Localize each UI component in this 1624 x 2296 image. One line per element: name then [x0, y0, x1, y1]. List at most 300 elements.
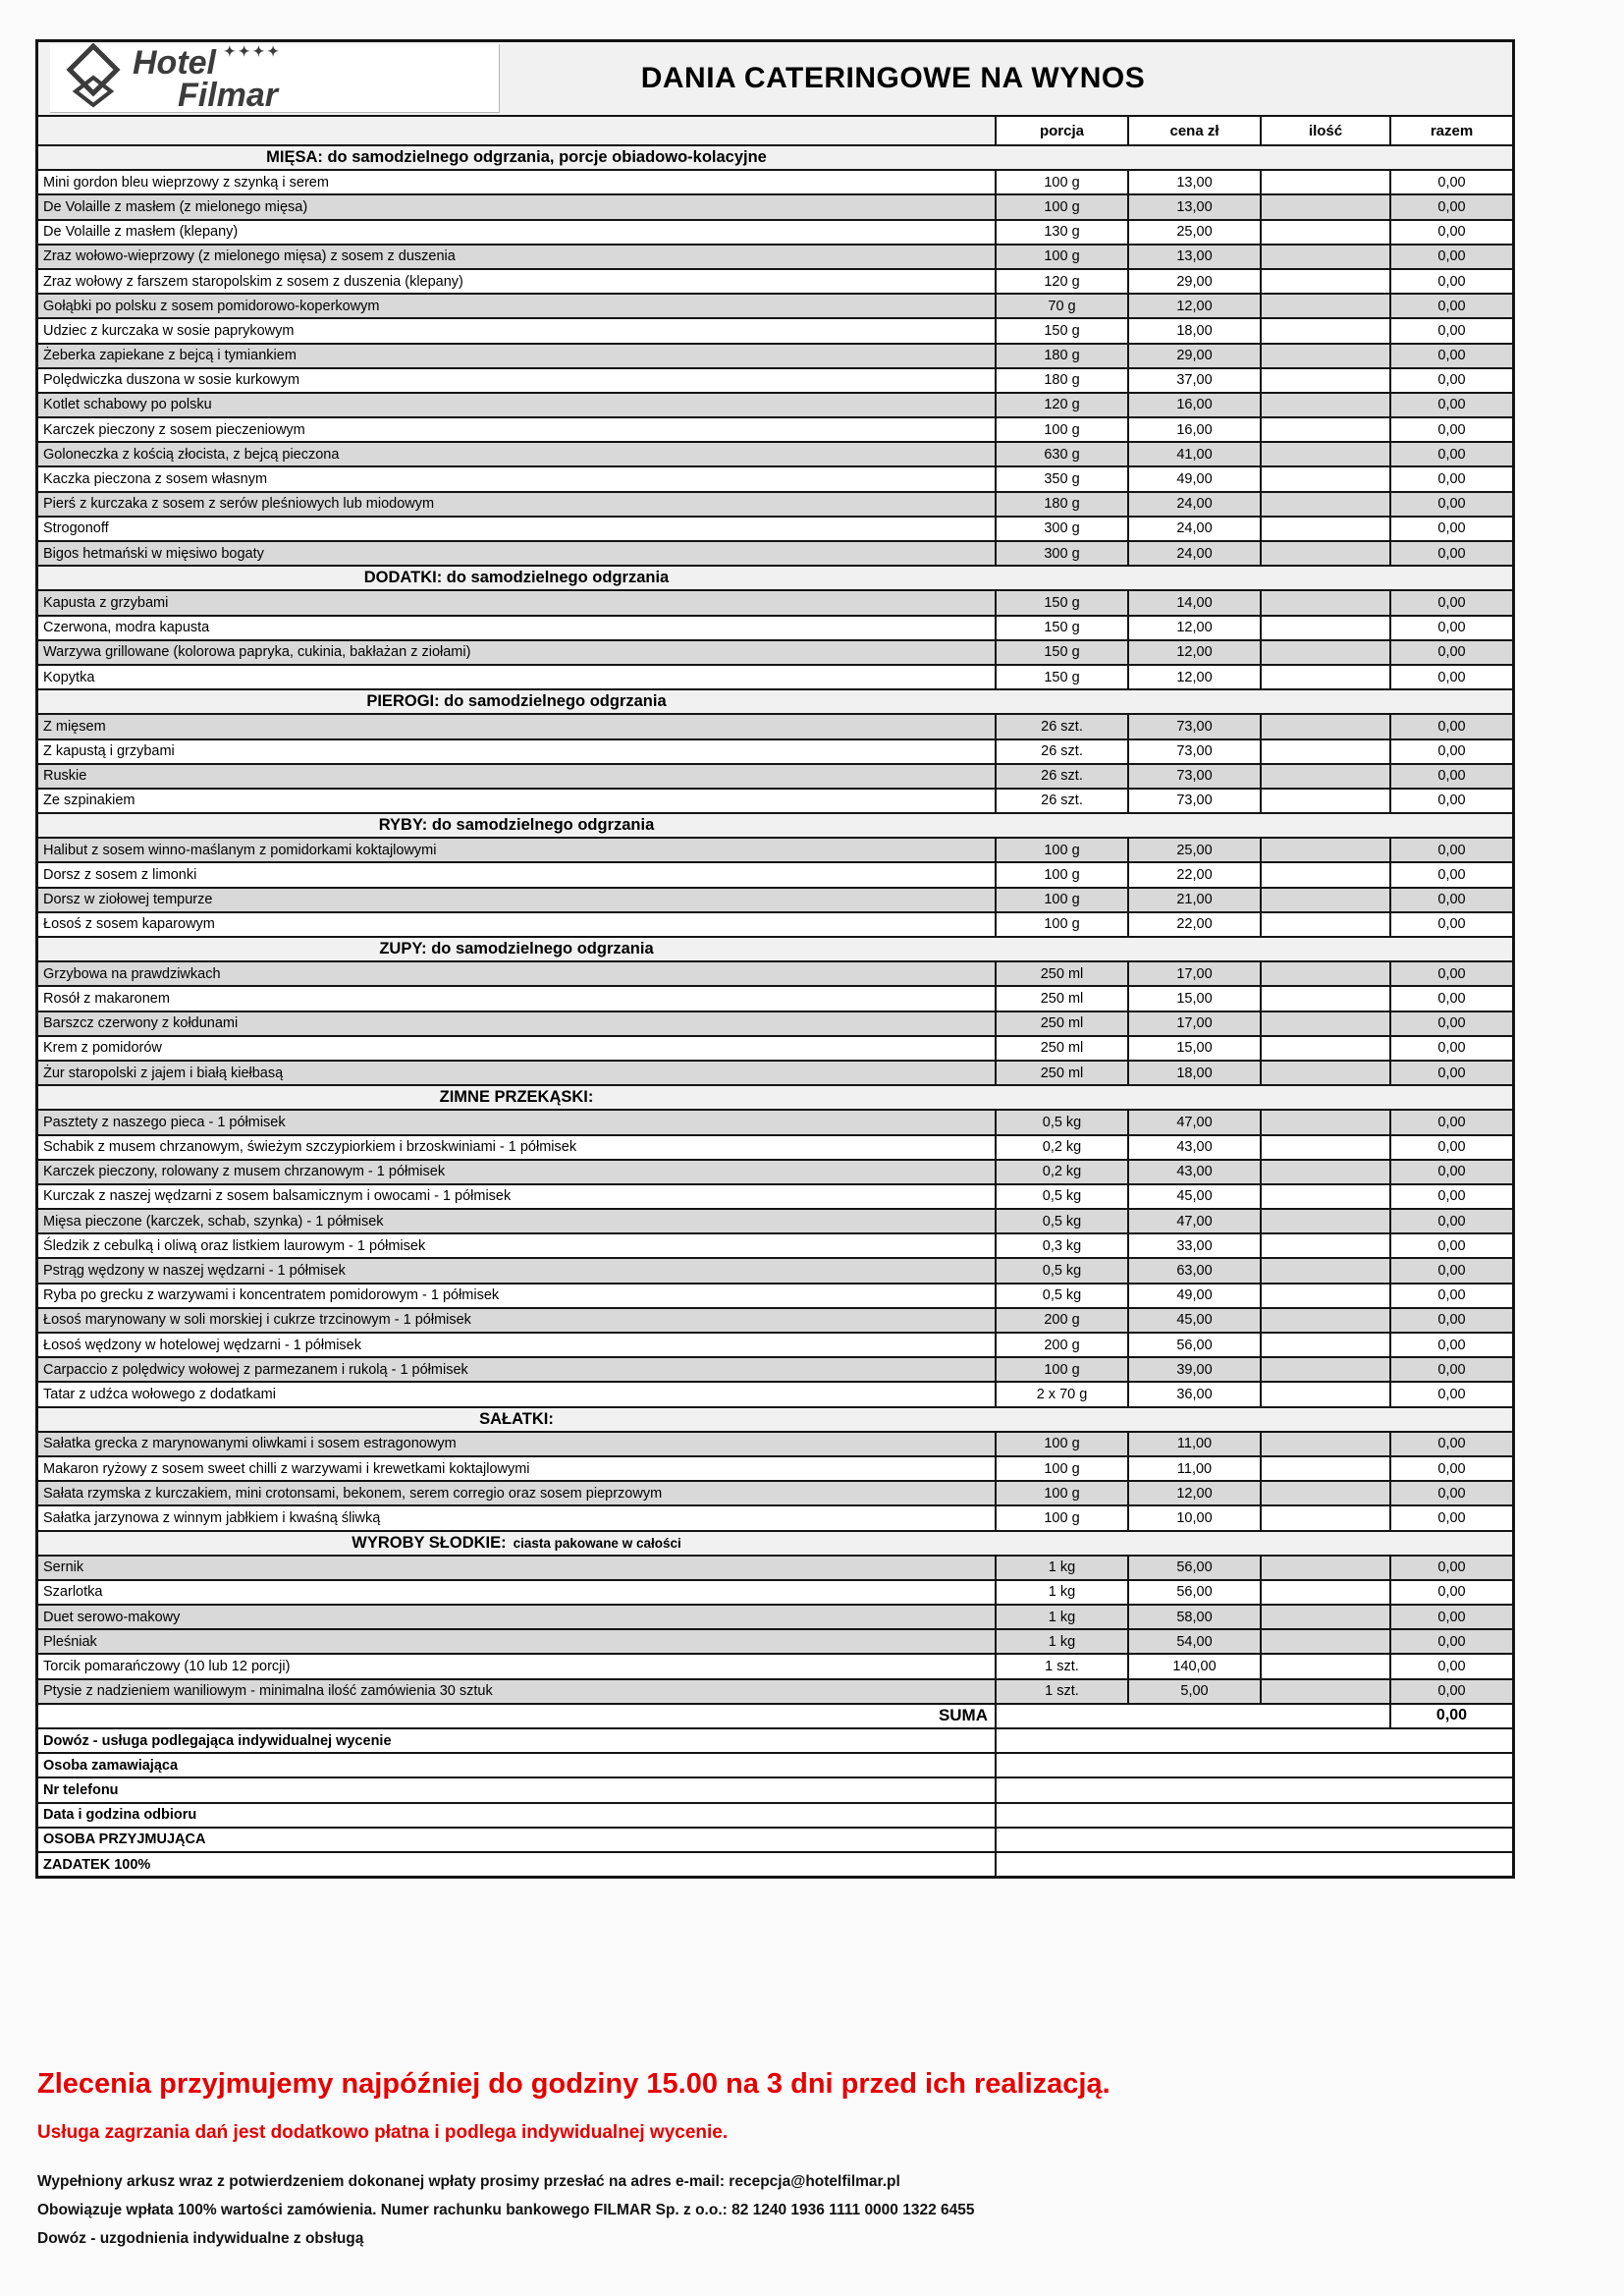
menu-item-row	[38, 244, 1512, 268]
item-quantity-cell[interactable]	[1260, 171, 1389, 193]
item-portion: 100 g	[995, 1358, 1127, 1381]
item-total: 0,00	[1389, 889, 1512, 911]
form-field-input-cell[interactable]	[995, 1778, 1512, 1801]
item-portion: 2 x 70 g	[995, 1383, 1127, 1405]
item-total: 0,00	[1389, 1136, 1512, 1159]
item-quantity-cell[interactable]	[1260, 1234, 1389, 1257]
item-total: 0,00	[1389, 1630, 1512, 1653]
menu-item-row	[38, 1604, 1512, 1628]
menu-item-row	[38, 317, 1512, 342]
item-portion: 100 g	[995, 863, 1127, 886]
item-portion: 130 g	[995, 221, 1127, 244]
item-quantity-cell[interactable]	[1260, 270, 1389, 293]
section-title: ZIMNE PRZEKĄSKI:	[439, 1088, 594, 1107]
item-portion: 350 g	[995, 467, 1127, 490]
menu-item-row	[38, 1109, 1512, 1133]
item-name: Z kapustą i grzybami	[43, 743, 175, 760]
item-quantity-cell[interactable]	[1260, 641, 1389, 664]
item-portion: 100 g	[995, 418, 1127, 441]
item-quantity-cell[interactable]	[1260, 889, 1389, 911]
item-total: 0,00	[1389, 1557, 1512, 1579]
item-price: 45,00	[1127, 1309, 1260, 1332]
menu-item-row	[38, 589, 1512, 614]
item-price: 12,00	[1127, 641, 1260, 664]
item-portion: 150 g	[995, 666, 1127, 688]
form-field-input-cell[interactable]	[995, 1829, 1512, 1851]
section-header-row	[38, 1084, 1512, 1109]
logo-filmar: Filmar	[178, 77, 279, 114]
item-total: 0,00	[1389, 1285, 1512, 1307]
item-price: 16,00	[1127, 418, 1260, 441]
item-name: Kapusta z grzybami	[43, 594, 169, 611]
menu-item-row	[38, 1555, 1512, 1579]
item-quantity-cell[interactable]	[1260, 542, 1389, 565]
item-quantity-cell[interactable]	[1260, 913, 1389, 936]
item-total: 0,00	[1389, 418, 1512, 441]
item-quantity-cell[interactable]	[1260, 418, 1389, 441]
item-price: 13,00	[1127, 171, 1260, 193]
item-portion: 26 szt.	[995, 740, 1127, 763]
column-header-cena: cena zł	[1127, 117, 1260, 144]
item-name: Karczek pieczony z sosem pieczeniowym	[43, 421, 305, 438]
item-price: 43,00	[1127, 1136, 1260, 1159]
item-price: 10,00	[1127, 1506, 1260, 1529]
menu-item-row	[38, 1480, 1512, 1504]
item-quantity-cell[interactable]	[1260, 369, 1389, 392]
item-quantity-cell[interactable]	[1260, 666, 1389, 688]
item-quantity-cell[interactable]	[1260, 1111, 1389, 1133]
item-quantity-cell[interactable]	[1260, 1358, 1389, 1381]
item-portion: 100 g	[995, 1482, 1127, 1504]
item-name: Bigos hetmański w mięsiwo bogaty	[43, 545, 264, 562]
column-header-row	[38, 117, 1512, 144]
item-quantity-cell[interactable]	[1260, 1062, 1389, 1084]
menu-item-row	[38, 343, 1512, 367]
item-name: Gołąbki po polsku z sosem pomidorowo-koperkowym	[43, 298, 380, 314]
menu-item-row	[38, 837, 1512, 861]
form-field-input-cell[interactable]	[995, 1853, 1512, 1876]
suma-row	[38, 1703, 1512, 1727]
item-quantity-cell[interactable]	[1260, 715, 1389, 738]
item-total: 0,00	[1389, 1606, 1512, 1628]
item-quantity-cell[interactable]	[1260, 1457, 1389, 1480]
suma-total: 0,00	[1389, 1705, 1512, 1727]
item-quantity-cell[interactable]	[1260, 246, 1389, 268]
item-price: 43,00	[1127, 1161, 1260, 1183]
item-total: 0,00	[1389, 617, 1512, 639]
item-total: 0,00	[1389, 591, 1512, 614]
item-name: Mini gordon bleu wieprzowy z szynką i serem	[43, 174, 329, 191]
form-field-input-cell[interactable]	[995, 1729, 1512, 1752]
item-portion: 100 g	[995, 171, 1127, 193]
menu-item-row	[38, 1579, 1512, 1604]
item-name: Dorsz z sosem z limonki	[43, 867, 197, 884]
item-quantity-cell[interactable]	[1260, 987, 1389, 1010]
menu-item-row	[38, 911, 1512, 936]
item-price: 17,00	[1127, 962, 1260, 985]
item-quantity-cell[interactable]	[1260, 790, 1389, 812]
item-price: 54,00	[1127, 1630, 1260, 1653]
item-price: 56,00	[1127, 1334, 1260, 1356]
menu-item-row	[38, 960, 1512, 985]
item-name: Śledzik z cebulką i oliwą oraz listkiem laurowym - 1 półmisek	[43, 1237, 426, 1254]
form-field-row	[38, 1777, 1512, 1801]
item-quantity-cell[interactable]	[1260, 295, 1389, 317]
item-portion: 0,2 kg	[995, 1136, 1127, 1159]
item-portion: 100 g	[995, 1457, 1127, 1480]
item-price: 21,00	[1127, 889, 1260, 911]
item-total: 0,00	[1389, 195, 1512, 218]
column-header-name	[38, 117, 995, 144]
item-price: 33,00	[1127, 1234, 1260, 1257]
bottom-notes	[37, 2068, 1589, 2259]
item-name: Żur staropolski z jajem i białą kiełbasą	[43, 1065, 284, 1081]
menu-item-row	[38, 1455, 1512, 1480]
item-name: Kotlet schabowy po polsku	[43, 397, 212, 413]
item-name: Pierś z kurczaka z sosem z serów pleśniowych lub miodowym	[43, 496, 435, 513]
menu-item-row	[38, 713, 1512, 738]
item-quantity-cell[interactable]	[1260, 1334, 1389, 1356]
form-field-label: Osoba zamawiająca	[43, 1757, 179, 1774]
item-portion: 1 kg	[995, 1581, 1127, 1604]
menu-item-row	[38, 1035, 1512, 1060]
item-total: 0,00	[1389, 790, 1512, 812]
item-name: Ryba po grecku z warzywami i koncentratem pomidorowym - 1 półmisek	[43, 1287, 500, 1304]
item-total: 0,00	[1389, 715, 1512, 738]
item-total: 0,00	[1389, 270, 1512, 293]
item-total: 0,00	[1389, 394, 1512, 416]
item-name: Mięsa pieczone (karczek, schab, szynka) - 1 półmisek	[43, 1213, 384, 1230]
item-total: 0,00	[1389, 1062, 1512, 1084]
item-total: 0,00	[1389, 1383, 1512, 1405]
menu-item-row	[38, 1011, 1512, 1035]
item-portion: 250 ml	[995, 962, 1127, 985]
item-quantity-cell[interactable]	[1260, 1259, 1389, 1282]
item-name: Zraz wołowo-wieprzowy (z mielonego mięsa) z sosem z duszenia	[43, 248, 456, 265]
item-quantity-cell[interactable]	[1260, 319, 1389, 342]
item-price: 56,00	[1127, 1581, 1260, 1604]
item-price: 18,00	[1127, 1062, 1260, 1084]
item-price: 47,00	[1127, 1111, 1260, 1133]
item-total: 0,00	[1389, 171, 1512, 193]
item-quantity-cell[interactable]	[1260, 591, 1389, 614]
item-total: 0,00	[1389, 1581, 1512, 1604]
item-price: 15,00	[1127, 987, 1260, 1010]
section-title: DODATKI: do samodzielnego odgrzania	[363, 569, 670, 587]
item-total: 0,00	[1389, 1234, 1512, 1257]
item-portion: 100 g	[995, 913, 1127, 936]
item-name: Sałatka jarzynowa z winnym jabłkiem i kwaśną śliwką	[43, 1509, 381, 1526]
item-price: 39,00	[1127, 1358, 1260, 1381]
item-portion: 0,2 kg	[995, 1161, 1127, 1183]
item-portion: 120 g	[995, 394, 1127, 416]
item-quantity-cell[interactable]	[1260, 617, 1389, 639]
item-quantity-cell[interactable]	[1260, 467, 1389, 490]
item-price: 12,00	[1127, 666, 1260, 688]
item-name: Pleśniak	[43, 1633, 97, 1650]
menu-item-row	[38, 738, 1512, 763]
item-total: 0,00	[1389, 666, 1512, 688]
item-quantity-cell[interactable]	[1260, 1482, 1389, 1504]
item-name: Barszcz czerwony z kołdunami	[43, 1015, 239, 1032]
item-total: 0,00	[1389, 1037, 1512, 1060]
item-name: Ruskie	[43, 768, 87, 785]
form-field-label: Nr telefonu	[43, 1781, 119, 1798]
menu-item-row	[38, 1134, 1512, 1159]
item-price: 15,00	[1127, 1037, 1260, 1060]
item-quantity-cell[interactable]	[1260, 518, 1389, 540]
item-name: Halibut z sosem winno-maślanym z pomidorkami koktajlowymi	[43, 842, 437, 858]
item-quantity-cell[interactable]	[1260, 1680, 1389, 1703]
menu-item-row	[38, 268, 1512, 293]
item-name: Karczek pieczony, rolowany z musem chrzanowym - 1 półmisek	[43, 1164, 446, 1180]
item-name: Pasztety z naszego pieca - 1 półmisek	[43, 1114, 286, 1130]
menu-item-row	[38, 1060, 1512, 1084]
item-quantity-cell[interactable]	[1260, 1136, 1389, 1159]
item-price: 41,00	[1127, 443, 1260, 465]
menu-item-row	[38, 516, 1512, 540]
item-name: Polędwiczka duszona w sosie kurkowym	[43, 372, 300, 389]
item-portion: 70 g	[995, 295, 1127, 317]
item-portion: 100 g	[995, 889, 1127, 911]
table-body	[38, 144, 1512, 1876]
form-field-row	[38, 1827, 1512, 1851]
item-total: 0,00	[1389, 221, 1512, 244]
item-name: Kurczak z naszej wędzarni z sosem balsamicznym i owocami - 1 półmisek	[43, 1188, 512, 1205]
item-name: Warzywa grillowane (kolorowa papryka, cukinia, bakłażan z ziołami)	[43, 644, 471, 661]
item-price: 12,00	[1127, 617, 1260, 639]
item-quantity-cell[interactable]	[1260, 1506, 1389, 1529]
section-header-row	[38, 688, 1512, 713]
item-portion: 300 g	[995, 542, 1127, 565]
item-portion: 1 szt.	[995, 1680, 1127, 1703]
item-total: 0,00	[1389, 1210, 1512, 1232]
item-price: 47,00	[1127, 1210, 1260, 1232]
item-total: 0,00	[1389, 1680, 1512, 1703]
item-name: Strogonoff	[43, 520, 109, 537]
item-portion: 0,5 kg	[995, 1185, 1127, 1208]
item-quantity-cell[interactable]	[1260, 1606, 1389, 1628]
item-portion: 150 g	[995, 641, 1127, 664]
section-title: PIEROGI: do samodzielnego odgrzania	[366, 692, 667, 711]
item-portion: 150 g	[995, 591, 1127, 614]
item-total: 0,00	[1389, 987, 1512, 1010]
form-field-input-cell[interactable]	[995, 1804, 1512, 1827]
item-portion: 630 g	[995, 443, 1127, 465]
item-quantity-cell[interactable]	[1260, 1581, 1389, 1604]
item-portion: 250 ml	[995, 987, 1127, 1010]
payment-note: Obowiązuje wpłata 100% wartości zamówienia. Numer rachunku bankowego FILMAR Sp. z o.o.: 82 1240 1936 1111 0000 1322 6455	[37, 2202, 975, 2218]
item-price: 11,00	[1127, 1457, 1260, 1480]
item-portion: 1 kg	[995, 1557, 1127, 1579]
item-portion: 100 g	[995, 839, 1127, 861]
form-field-label: ZADATEK 100%	[43, 1856, 151, 1873]
item-name: Carpaccio z polędwicy wołowej z parmezanem i rukolą - 1 półmisek	[43, 1361, 468, 1378]
item-name: Sałatka grecka z marynowanymi oliwkami i sosem estragonowym	[43, 1436, 457, 1452]
item-quantity-cell[interactable]	[1260, 740, 1389, 763]
item-portion: 100 g	[995, 1433, 1127, 1455]
item-price: 49,00	[1127, 1285, 1260, 1307]
section-title: MIĘSA: do samodzielnego odgrzania, porcje obiadowo-kolacyjne	[266, 148, 767, 166]
item-quantity-cell[interactable]	[1260, 1161, 1389, 1183]
item-name: Kopytka	[43, 669, 95, 685]
section-title: RYBY: do samodzielnego odgrzania	[378, 816, 655, 835]
item-quantity-cell[interactable]	[1260, 1433, 1389, 1455]
item-total: 0,00	[1389, 1309, 1512, 1332]
item-price: 140,00	[1127, 1655, 1260, 1677]
item-quantity-cell[interactable]	[1260, 1185, 1389, 1208]
item-total: 0,00	[1389, 765, 1512, 788]
item-price: 73,00	[1127, 740, 1260, 763]
item-quantity-cell[interactable]	[1260, 863, 1389, 886]
item-portion: 180 g	[995, 345, 1127, 367]
section-title: ZUPY: do samodzielnego odgrzania	[379, 940, 654, 957]
menu-item-row	[38, 169, 1512, 193]
menu-item-row	[38, 540, 1512, 565]
suma-empty-cell	[995, 1705, 1389, 1727]
menu-item-row	[38, 1208, 1512, 1232]
item-price: 14,00	[1127, 591, 1260, 614]
item-total: 0,00	[1389, 1506, 1512, 1529]
item-price: 49,00	[1127, 467, 1260, 490]
menu-item-row	[38, 664, 1512, 688]
menu-item-row	[38, 1678, 1512, 1703]
item-quantity-cell[interactable]	[1260, 345, 1389, 367]
item-portion: 250 ml	[995, 1037, 1127, 1060]
menu-item-row	[38, 1356, 1512, 1381]
item-portion: 26 szt.	[995, 790, 1127, 812]
menu-item-row	[38, 1381, 1512, 1405]
column-header-razem: razem	[1389, 117, 1512, 144]
item-portion: 1 szt.	[995, 1655, 1127, 1677]
form-field-input-cell[interactable]	[995, 1754, 1512, 1777]
item-quantity-cell[interactable]	[1260, 1309, 1389, 1332]
item-quantity-cell[interactable]	[1260, 1210, 1389, 1232]
item-price: 45,00	[1127, 1185, 1260, 1208]
menu-item-row	[38, 293, 1512, 317]
item-portion: 26 szt.	[995, 715, 1127, 738]
item-quantity-cell[interactable]	[1260, 443, 1389, 465]
item-portion: 200 g	[995, 1334, 1127, 1356]
menu-item-row	[38, 861, 1512, 886]
item-quantity-cell[interactable]	[1260, 765, 1389, 788]
menu-item-row	[38, 1431, 1512, 1455]
menu-item-row	[38, 441, 1512, 465]
menu-item-row	[38, 1332, 1512, 1356]
item-quantity-cell[interactable]	[1260, 839, 1389, 861]
menu-item-row	[38, 465, 1512, 490]
menu-item-row	[38, 1232, 1512, 1257]
item-portion: 26 szt.	[995, 765, 1127, 788]
item-total: 0,00	[1389, 913, 1512, 936]
item-name: Sernik	[43, 1559, 84, 1576]
item-name: Z mięsem	[43, 718, 106, 735]
item-quantity-cell[interactable]	[1260, 195, 1389, 218]
item-quantity-cell[interactable]	[1260, 962, 1389, 985]
item-price: 24,00	[1127, 518, 1260, 540]
item-total: 0,00	[1389, 1161, 1512, 1183]
section-header-row	[38, 144, 1512, 169]
item-name: Udziec z kurczaka w sosie paprykowym	[43, 322, 295, 339]
email-note: Wypełniony arkusz wraz z potwierdzeniem dokonanej wpłaty prosimy przesłać na adres e-mail: recepcja@hotelfilmar.pl	[37, 2173, 900, 2190]
item-quantity-cell[interactable]	[1260, 394, 1389, 416]
item-price: 24,00	[1127, 493, 1260, 516]
suma-label: SUMA	[938, 1706, 988, 1725]
section-title: WYROBY SŁODKIE: ciasta pakowane w całości	[352, 1533, 681, 1552]
item-name: Goloneczka z kością złocista, z bejcą pieczona	[43, 446, 340, 463]
item-price: 63,00	[1127, 1259, 1260, 1282]
item-total: 0,00	[1389, 246, 1512, 268]
menu-item-row	[38, 1504, 1512, 1529]
item-total: 0,00	[1389, 369, 1512, 392]
item-total: 0,00	[1389, 1482, 1512, 1504]
item-portion: 0,5 kg	[995, 1210, 1127, 1232]
item-name: Szarlotka	[43, 1584, 103, 1601]
item-name: Łosoś wędzony w hotelowej wędzarni - 1 półmisek	[43, 1337, 361, 1353]
form-header	[38, 42, 1512, 117]
delivery-note: Dowóz - uzgodnienia indywidualne z obsługą	[37, 2230, 364, 2247]
item-quantity-cell[interactable]	[1260, 1383, 1389, 1405]
section-header-row	[38, 812, 1512, 837]
form-field-label: Data i godzina odbioru	[43, 1807, 197, 1824]
item-portion: 100 g	[995, 195, 1127, 218]
item-name: Pstrąg wędzony w naszej wędzarni - 1 półmisek	[43, 1263, 346, 1280]
item-quantity-cell[interactable]	[1260, 1655, 1389, 1677]
item-name: Łosoś z sosem kaparowym	[43, 916, 215, 933]
form-field-row	[38, 1727, 1512, 1752]
item-quantity-cell[interactable]	[1260, 493, 1389, 516]
item-total: 0,00	[1389, 641, 1512, 664]
menu-item-row	[38, 1257, 1512, 1282]
item-quantity-cell[interactable]	[1260, 1037, 1389, 1060]
item-total: 0,00	[1389, 740, 1512, 763]
item-name: Krem z pomidorów	[43, 1040, 162, 1057]
item-price: 73,00	[1127, 765, 1260, 788]
item-name: Makaron ryżowy z sosem sweet chilli z warzywami i krewetkami koktajlowymi	[43, 1460, 530, 1477]
form-field-row	[38, 1851, 1512, 1876]
item-total: 0,00	[1389, 1334, 1512, 1356]
item-total: 0,00	[1389, 518, 1512, 540]
item-total: 0,00	[1389, 467, 1512, 490]
section-header-row	[38, 565, 1512, 589]
item-portion: 250 ml	[995, 1062, 1127, 1084]
item-portion: 300 g	[995, 518, 1127, 540]
item-quantity-cell[interactable]	[1260, 1557, 1389, 1579]
item-name: Grzybowa na prawdziwkach	[43, 965, 221, 982]
item-portion: 100 g	[995, 246, 1127, 268]
item-quantity-cell[interactable]	[1260, 1012, 1389, 1035]
item-portion: 0,5 kg	[995, 1111, 1127, 1133]
item-price: 29,00	[1127, 270, 1260, 293]
item-name: Czerwona, modra kapusta	[43, 620, 210, 636]
item-total: 0,00	[1389, 1358, 1512, 1381]
item-quantity-cell[interactable]	[1260, 1630, 1389, 1653]
column-header-porcja: porcja	[995, 117, 1127, 144]
item-name: Rosół z makaronem	[43, 990, 170, 1007]
item-price: 16,00	[1127, 394, 1260, 416]
item-total: 0,00	[1389, 1012, 1512, 1035]
item-quantity-cell[interactable]	[1260, 221, 1389, 244]
menu-item-row	[38, 887, 1512, 911]
item-name: Żeberka zapiekane z bejcą i tymiankiem	[43, 348, 297, 364]
section-header-row	[38, 1530, 1512, 1555]
item-price: 58,00	[1127, 1606, 1260, 1628]
menu-item-row	[38, 615, 1512, 639]
item-quantity-cell[interactable]	[1260, 1285, 1389, 1307]
item-total: 0,00	[1389, 962, 1512, 985]
item-price: 13,00	[1127, 246, 1260, 268]
item-total: 0,00	[1389, 542, 1512, 565]
